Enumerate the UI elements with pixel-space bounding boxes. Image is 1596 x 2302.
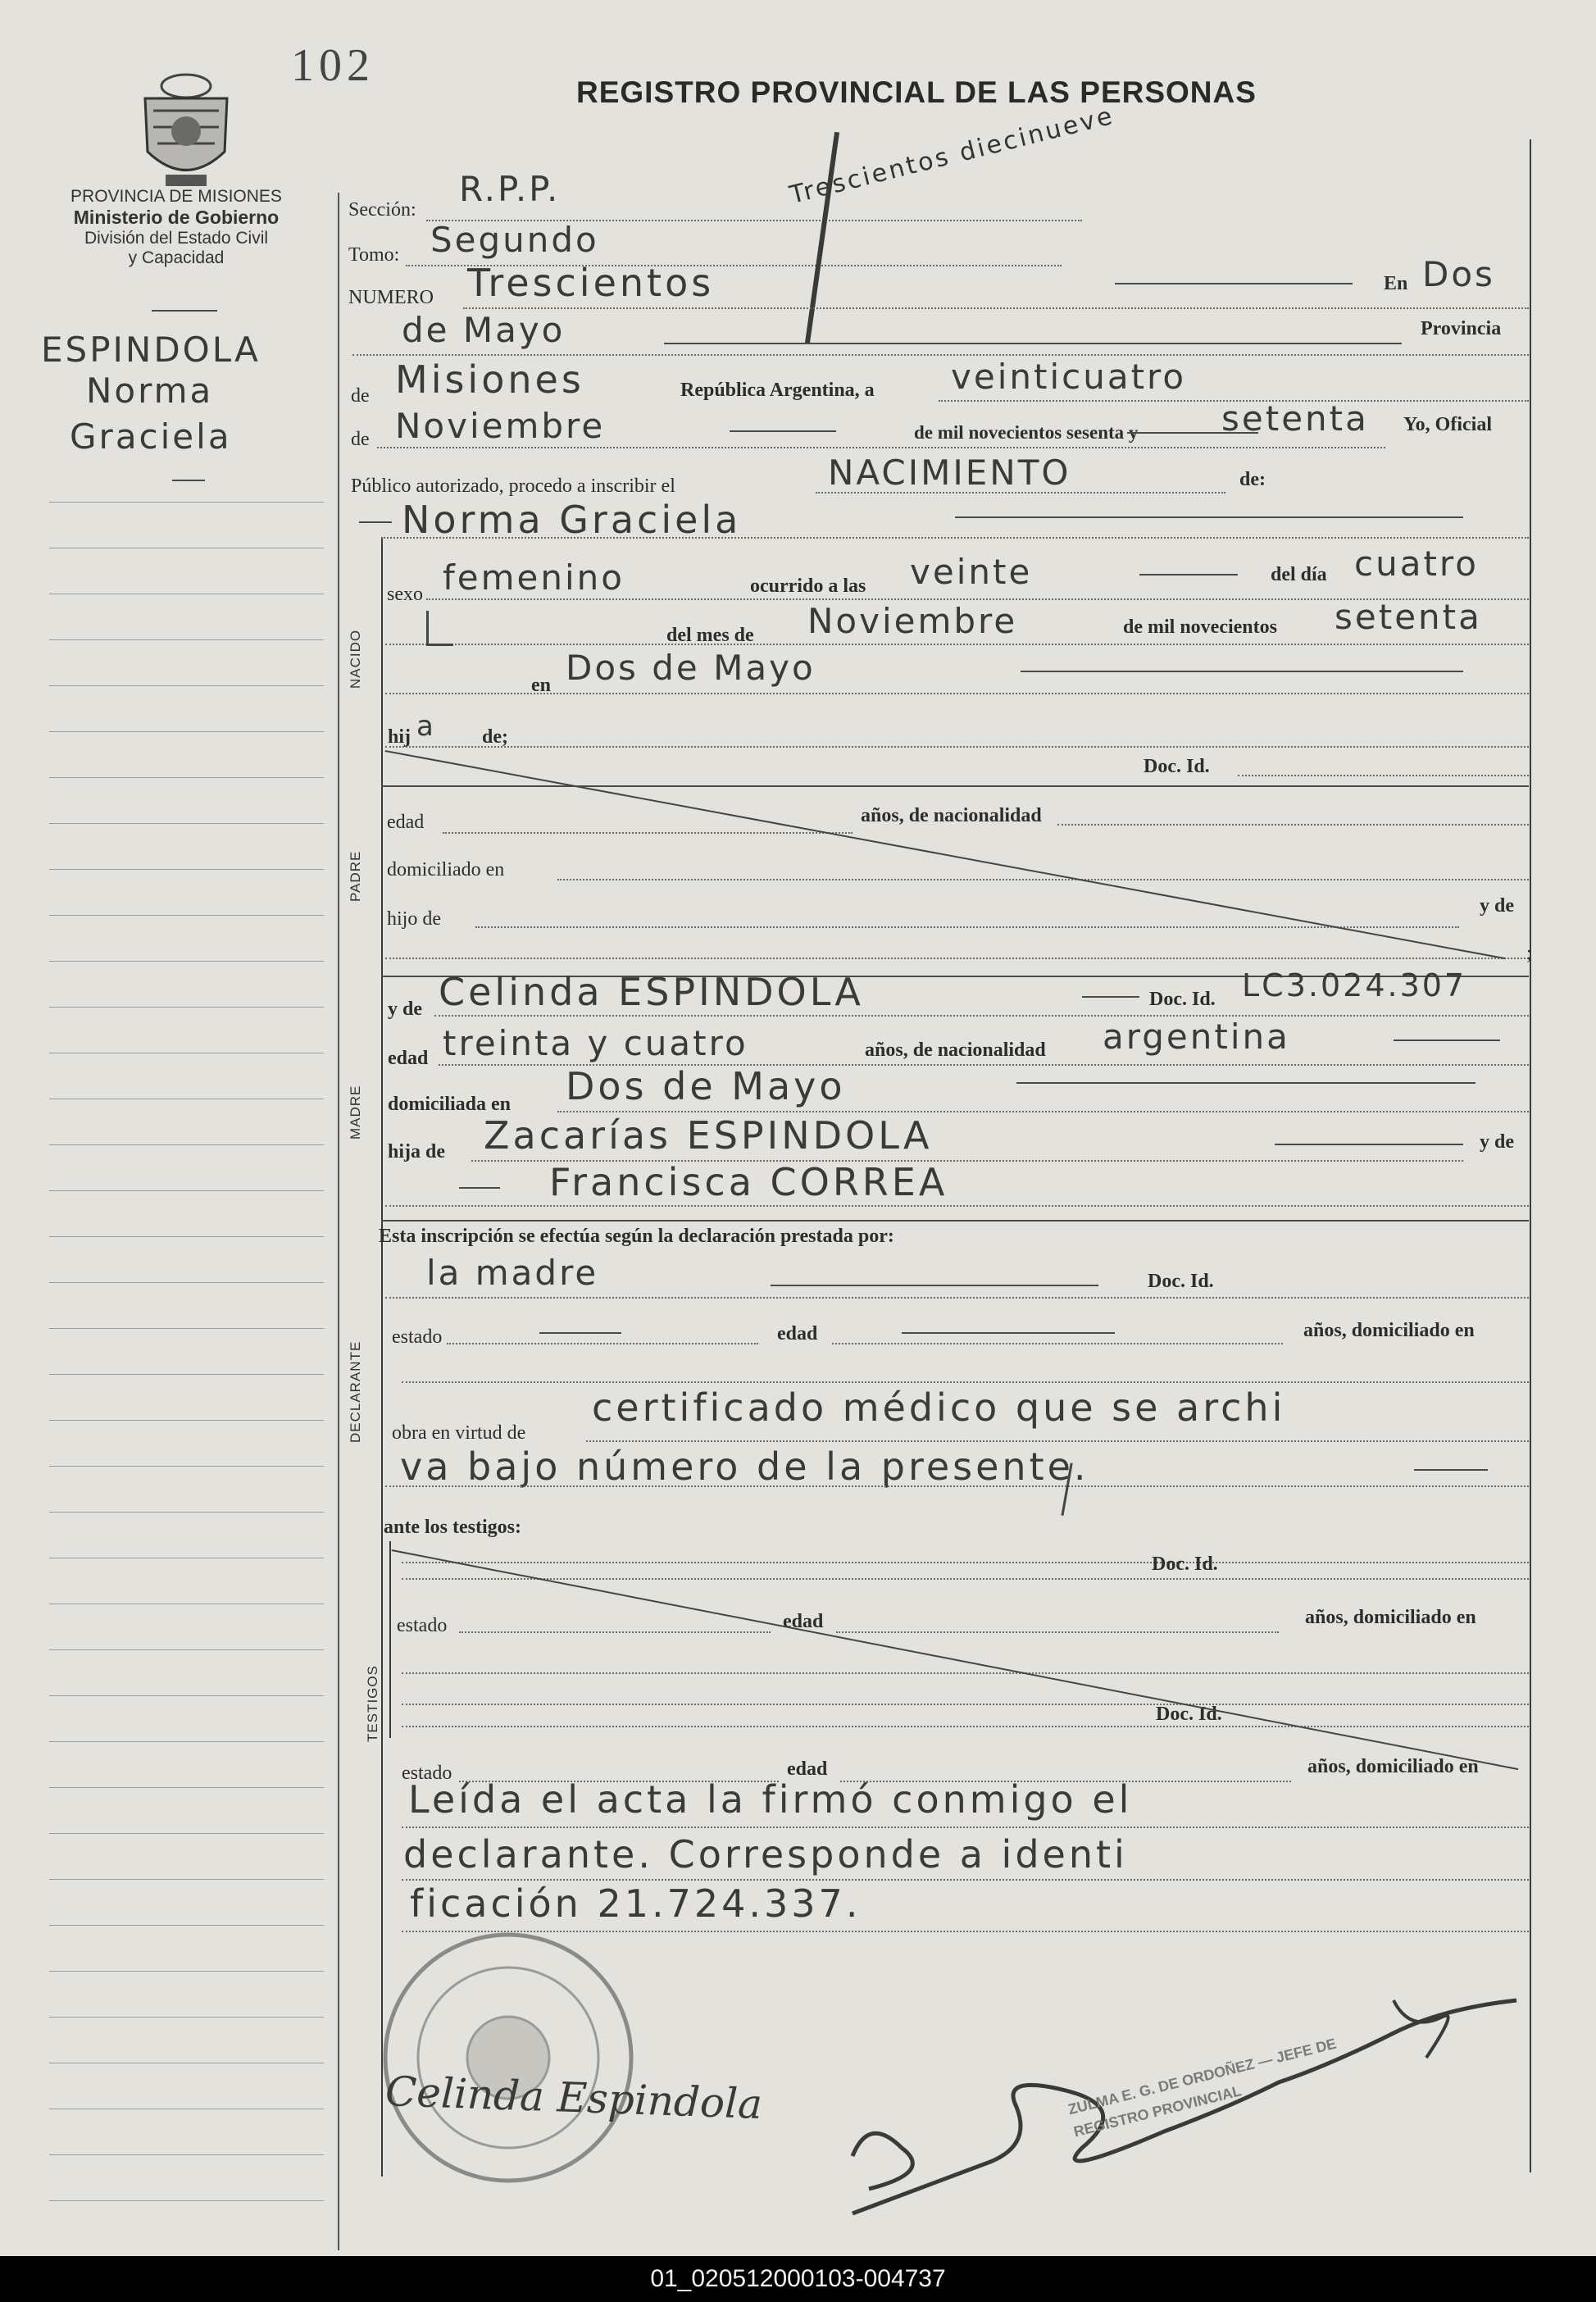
- month-value: Noviembre: [395, 406, 606, 446]
- obra-label: obra en virtud de: [392, 1422, 526, 1444]
- madre-hija-label: hija de: [388, 1141, 446, 1162]
- margin-rule-line: [49, 1695, 324, 1696]
- yo-oficial-label: Yo, Oficial: [1403, 414, 1492, 435]
- margin-rule-line: [49, 1282, 324, 1283]
- testigos-section-label: TESTIGOS: [365, 1665, 380, 1742]
- en-label: En: [1384, 273, 1408, 294]
- margin-rule-line: [49, 823, 324, 824]
- numero-value: Trescientos: [467, 261, 715, 305]
- margin-rule-line: [49, 1236, 324, 1237]
- margin-rule-line: [49, 777, 324, 778]
- closing-line-2: declarante. Corresponde a identi: [403, 1832, 1128, 1877]
- margin-rule-line: [49, 1925, 324, 1926]
- declarante-estado-label: estado: [392, 1326, 443, 1348]
- mil-nacido-label: de mil novecientos: [1123, 616, 1277, 638]
- provincia-label: Provincia: [1421, 318, 1502, 339]
- padre-semicolon: ;: [1526, 943, 1532, 964]
- testigo1-edad-label: edad: [783, 1611, 824, 1632]
- testigo2-doc-label: Doc. Id.: [1156, 1704, 1222, 1725]
- margin-rule-line: [49, 1787, 324, 1788]
- tomo-value: Segundo: [430, 220, 599, 260]
- margin-rule-line: [49, 915, 324, 916]
- margin-rule-line: [49, 961, 324, 962]
- margin-rule-line: [49, 502, 324, 503]
- seccion-value: R.P.P.: [459, 169, 561, 209]
- testigo2-anios-label: años, domiciliado en: [1307, 1756, 1479, 1777]
- sexo-label: sexo: [387, 584, 423, 605]
- testigo1-estado-label: estado: [397, 1615, 448, 1636]
- official-seal-icon: [373, 1922, 643, 2193]
- registry-title: REGISTRO PROVINCIAL DE LAS PERSONAS: [576, 75, 1257, 109]
- mes-value: Noviembre: [807, 601, 1018, 641]
- testigo2-estado-label: estado: [402, 1763, 452, 1784]
- numero-correction: Trescientos diecinueve: [787, 101, 1118, 210]
- province-label: PROVINCIA DE MISIONES: [70, 187, 282, 206]
- mes-label: del mes de: [666, 625, 754, 646]
- margin-rule-line: [49, 2017, 324, 2018]
- margin-rule-line: [49, 1374, 324, 1375]
- hij-label: hij: [388, 726, 412, 748]
- margin-rule-line: [49, 1007, 324, 1008]
- de-month-label: de: [351, 429, 370, 450]
- tomo-label: Tomo:: [348, 244, 400, 266]
- closing-line-3: ficación 21.724.337.: [410, 1881, 862, 1926]
- dia-value: cuatro: [1354, 544, 1479, 584]
- declarante-anios-label: años, domiciliado en: [1303, 1320, 1475, 1341]
- numero-label: NUMERO: [348, 287, 434, 308]
- obra-value-1: certificado médico que se archi: [592, 1385, 1286, 1430]
- place-value: de Mayo: [402, 310, 566, 350]
- margin-rule-line: [49, 639, 324, 640]
- ministry-label: Ministerio de Gobierno: [73, 207, 280, 228]
- padre-yde-label: y de: [1480, 895, 1514, 917]
- margin-rule-line: [49, 1144, 324, 1145]
- margin-second-name: Graciela: [70, 416, 232, 457]
- madre-padre-value: Zacarías ESPINDOLA: [484, 1113, 933, 1158]
- margin-surname: ESPINDOLA: [41, 330, 261, 370]
- padre-edad-label: edad: [387, 812, 425, 833]
- margin-rule-line: [49, 1512, 324, 1513]
- declarante-doc-label: Doc. Id.: [1148, 1271, 1214, 1292]
- hij-value: a: [416, 710, 436, 743]
- margin-rule-line: [49, 869, 324, 870]
- closing-line-1: Leída el acta la firmó conmigo el: [408, 1777, 1133, 1822]
- madre-doc-value: LC3.024.307: [1242, 967, 1467, 1003]
- padre-domicilio-label: domiciliado en: [387, 859, 505, 880]
- sexo-value: femenino: [443, 557, 625, 598]
- publico-label: Público autorizado, procedo a inscribir el: [351, 475, 675, 497]
- madre-edad-label: edad: [388, 1048, 429, 1069]
- del-dia-label: del día: [1271, 564, 1327, 585]
- de-colon-label: de:: [1239, 469, 1266, 490]
- margin-rule-line: [49, 1420, 324, 1421]
- seccion-label: Sección:: [348, 199, 416, 221]
- nacido-section-label: NACIDO: [348, 629, 363, 689]
- madre-edad-value: treinta y cuatro: [443, 1023, 748, 1063]
- margin-rule-line: [49, 1190, 324, 1191]
- testigo1-doc-label: Doc. Id.: [1152, 1554, 1218, 1575]
- nombre-inscripto: Norma Graciela: [402, 498, 742, 542]
- year-value: setenta: [1221, 398, 1369, 439]
- coat-of-arms-icon: [133, 70, 239, 193]
- madre-domicilio-value: Dos de Mayo: [566, 1064, 846, 1108]
- declarant-signature: Celinda Espindola: [384, 2067, 763, 2129]
- margin-rule-line: [49, 685, 324, 686]
- declarante-valor: la madre: [426, 1253, 599, 1293]
- testigos-intro: ante los testigos:: [384, 1517, 521, 1538]
- margin-rule-line: [49, 731, 324, 732]
- mil-label: de mil novecientos sesenta y: [914, 422, 1139, 443]
- footer-code: 01_020512000103-004737: [0, 2256, 1596, 2302]
- doc-id-nacido: Doc. Id.: [1144, 756, 1210, 777]
- margin-rule-line: [49, 1466, 324, 1467]
- declarante-section-label: DECLARANTE: [348, 1340, 363, 1443]
- registrar-stamp: ZULMA E. G. DE ORDOÑEZ — JEFE DE REGISTRO PROVINCIAL: [1066, 2035, 1339, 2140]
- margin-rule-line: [49, 1833, 324, 1834]
- madre-yde-label: y de: [388, 999, 422, 1020]
- hora-value: veinte: [910, 552, 1033, 592]
- margin-rule-line: [49, 1741, 324, 1742]
- en-nacido-label: en: [531, 675, 551, 696]
- anio-value: setenta: [1335, 597, 1482, 637]
- republica-label: República Argentina, a: [680, 380, 875, 401]
- madre-madre-value: Francisca CORREA: [549, 1160, 948, 1204]
- margin-rule-line: [49, 2200, 324, 2201]
- declarante-edad-label: edad: [777, 1323, 818, 1344]
- testigo1-anios-label: años, domiciliado en: [1305, 1607, 1476, 1628]
- division-label: División del Estado Civil: [84, 229, 269, 248]
- acto-value: NACIMIENTO: [828, 453, 1071, 493]
- header-left: [33, 187, 320, 268]
- margin-rule-line: [49, 1879, 324, 1880]
- padre-section-label: PADRE: [348, 850, 363, 902]
- en-value: Dos: [1422, 254, 1495, 294]
- de-label: de: [351, 385, 370, 407]
- margin-rule-line: [49, 1328, 324, 1329]
- day-value: veinticuatro: [951, 357, 1187, 397]
- madre-nacionalidad-value: argentina: [1103, 1017, 1290, 1057]
- testigos-cancel-line: [392, 1549, 1519, 1770]
- capacity-label: y Capacidad: [128, 248, 225, 267]
- margin-rule-line: [49, 2154, 324, 2155]
- padre-hijo-label: hijo de: [387, 908, 441, 930]
- madre-yde2-label: y de: [1480, 1131, 1514, 1153]
- page-number: 102: [291, 40, 375, 91]
- obra-value-2: va bajo número de la presente.: [400, 1444, 1089, 1489]
- margin-rule-line: [49, 1649, 324, 1650]
- provincia-value: Misiones: [395, 357, 584, 402]
- sexo-scribble: [426, 611, 453, 646]
- madre-domicilio-label: domiciliada en: [388, 1094, 512, 1115]
- padre-anios-label: años, de nacionalidad: [861, 805, 1042, 826]
- madre-doc-label: Doc. Id.: [1149, 989, 1216, 1010]
- numero-correction-stroke: [805, 132, 839, 343]
- de-semicolon-label: de;: [482, 726, 508, 748]
- margin-rule-line: [49, 1971, 324, 1972]
- lugar-value: Dos de Mayo: [566, 648, 816, 688]
- madre-nombre-value: Celinda ESPINDOLA: [439, 970, 864, 1014]
- madre-anios-label: años, de nacionalidad: [865, 1040, 1046, 1061]
- madre-section-label: MADRE: [348, 1085, 363, 1140]
- ocurrido-label: ocurrido a las: [750, 576, 866, 597]
- declarante-intro: Esta inscripción se efectúa según la declaración prestada por:: [379, 1226, 894, 1247]
- testigo2-edad-label: edad: [787, 1758, 828, 1780]
- margin-first-name: Norma: [86, 371, 214, 411]
